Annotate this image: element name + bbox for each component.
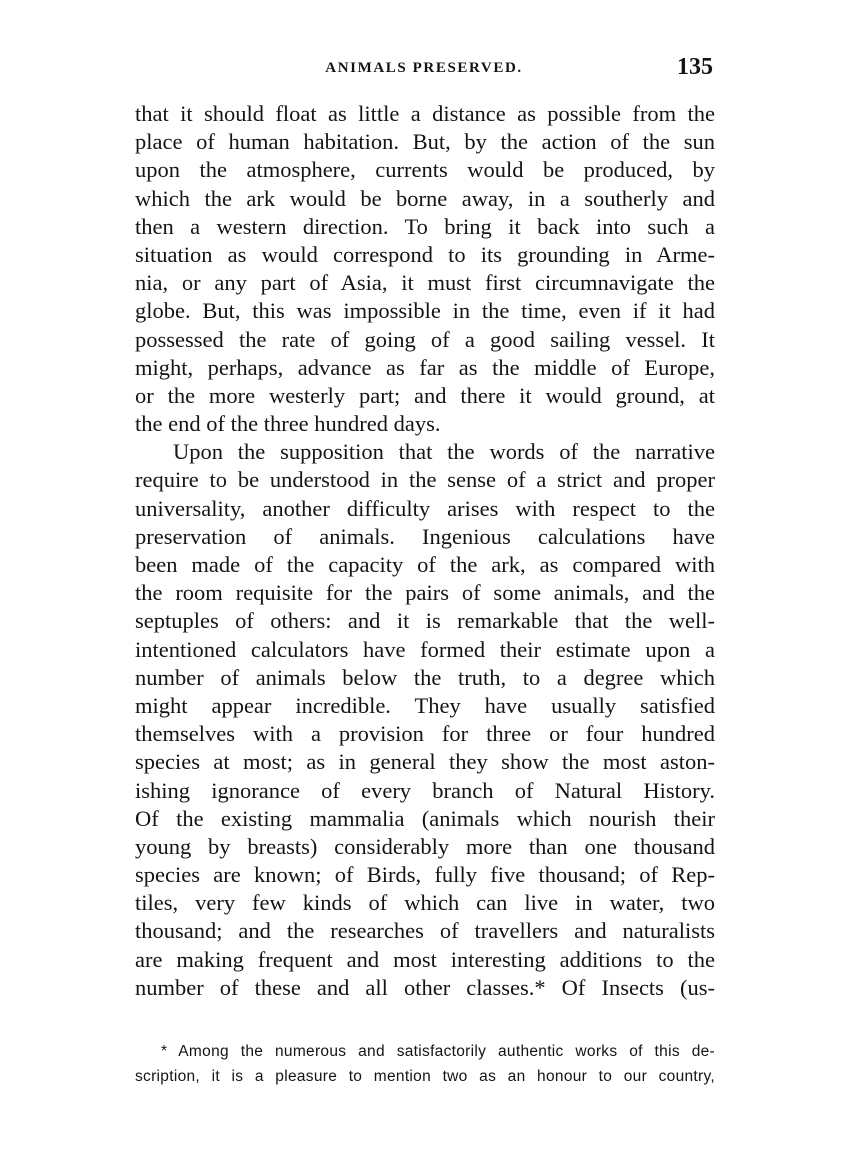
text-line: young by breasts) considerably more than one thousand bbox=[135, 833, 715, 859]
text-line: intentioned calculators have formed their estimate upon a bbox=[135, 636, 715, 662]
text-line: nia, or any part of Asia, it must first circumnavigate the bbox=[135, 270, 715, 296]
text-line: universality, another difficulty arises with respect to the bbox=[135, 495, 715, 521]
footnote-line: scription, it is a pleasure to mention two as an honour to our country, bbox=[135, 1068, 715, 1085]
text-line: upon the atmosphere, currents would be produced, by bbox=[135, 157, 715, 183]
text-line: that it should float as little a distance as possible from the bbox=[135, 101, 715, 126]
text-line: the room requisite for the pairs of some animals, and the bbox=[135, 580, 715, 606]
text-line: or the more westerly part; and there it would ground, at bbox=[135, 382, 715, 408]
text-line: species are known; of Birds, fully five thousand; of Rep- bbox=[135, 862, 715, 888]
text-line: septuples of others: and it is remarkable that the well- bbox=[135, 608, 715, 634]
body-text bbox=[135, 100, 715, 1002]
text-line: are making frequent and most interesting additions to the bbox=[135, 946, 715, 972]
text-line: themselves with a provision for three or four hundred bbox=[135, 721, 715, 747]
text-line: situation as would correspond to its grounding in Arme- bbox=[135, 241, 715, 267]
text-line: place of human habitation. But, by the action of the sun bbox=[135, 129, 715, 155]
text-line: which the ark would be borne away, in a southerly and bbox=[135, 185, 715, 211]
text-line: might, perhaps, advance as far as the middle of Europe, bbox=[135, 354, 715, 380]
paragraph-end-line: the end of the three hundred days. bbox=[135, 411, 441, 437]
text-line: tiles, very few kinds of which can live in water, two bbox=[135, 890, 715, 916]
text-line: possessed the rate of going of a good sailing vessel. It bbox=[135, 326, 715, 352]
running-head bbox=[135, 54, 713, 90]
text-line: ishing ignorance of every branch of Natural History. bbox=[135, 777, 715, 803]
text-line: might appear incredible. They have usually satisfied bbox=[135, 692, 715, 718]
text-line: require to be understood in the sense of a strict and proper bbox=[135, 467, 715, 493]
text-line: Of the existing mammalia (animals which nourish their bbox=[135, 805, 715, 831]
page-number: 135 bbox=[677, 54, 713, 80]
text-line: preservation of animals. Ingenious calculations have bbox=[135, 523, 715, 549]
footnote-line: * Among the numerous and satisfactorily authentic works of this de- bbox=[161, 1043, 715, 1060]
text-line: globe. But, this was impossible in the time, even if it had bbox=[135, 298, 715, 324]
footnote bbox=[135, 1039, 715, 1089]
running-title: ANIMALS PRESERVED. bbox=[325, 60, 523, 76]
text-line: been made of the capacity of the ark, as compared with bbox=[135, 552, 715, 577]
text-line: then a western direction. To bring it back into such a bbox=[135, 213, 715, 239]
text-line: number of animals below the truth, to a degree which bbox=[135, 664, 715, 690]
text-line: species at most; as in general they show the most aston- bbox=[135, 749, 715, 775]
text-line: thousand; and the researches of travellers and naturalists bbox=[135, 918, 715, 944]
text-line: number of these and all other classes.* Of Insects (us- bbox=[135, 974, 715, 1000]
paragraph-start-line: Upon the supposition that the words of the narrative bbox=[173, 439, 715, 465]
